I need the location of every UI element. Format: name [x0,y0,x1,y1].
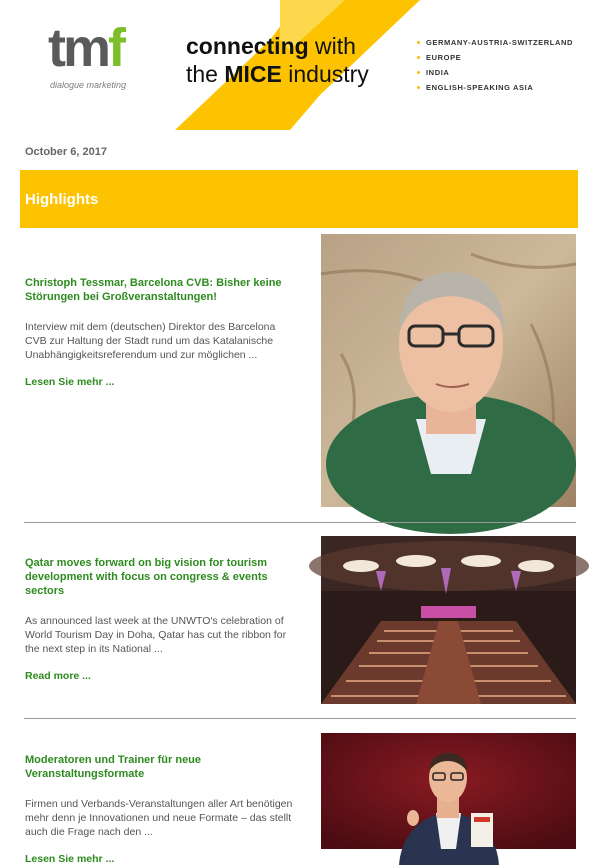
region-list [417,35,573,95]
logo-subtitle: dialogue marketing [50,80,127,90]
region-item[interactable]: ENGLISH-SPEAKING ASIA [417,80,573,95]
article-photo-speaker[interactable] [321,733,576,849]
article-title[interactable]: Christoph Tessmar, Barcelona CVB: Bisher keine Störungen bei Großveranstaltungen! [25,277,282,303]
issue-date: October 6, 2017 [25,146,107,158]
article-photo-portrait[interactable] [321,234,576,507]
bullet-icon [417,56,420,59]
bullet-icon [417,41,420,44]
logo-wordmark: tmf [48,18,123,78]
divider [24,522,576,523]
region-item[interactable]: GERMANY-AUSTRIA-SWITZERLAND [417,35,573,50]
divider [24,718,576,719]
article-item [20,733,578,865]
article-item [20,536,578,706]
tagline: connecting with the MICE industry [186,33,369,87]
article-title[interactable]: Qatar moves forward on big vision for tourism development with focus on congress & events sectors [25,557,268,597]
newsletter-header [0,0,600,135]
article-title[interactable]: Moderatoren und Trainer für neue Veranstaltungsformate [25,754,202,780]
tmf-logo[interactable] [48,18,166,100]
section-title: Highlights [25,191,99,208]
article-summary: As announced last week at the UNWTO's celebration of World Tourism Day in Doha, Qatar has cut the ribbon for the next step in its National ... [25,615,287,655]
region-item[interactable]: INDIA [417,65,573,80]
section-header-highlights [20,170,578,228]
article-item [20,234,578,508]
article-photo-congress-hall[interactable] [321,536,576,704]
read-more-link[interactable]: Lesen Sie mehr ... [25,853,115,865]
bullet-icon [417,71,420,74]
read-more-link[interactable]: Lesen Sie mehr ... [25,376,115,388]
article-summary: Firmen und Verbands-Veranstaltungen aller Art benötigen mehr denn je Innovationen und neue Formate – das stellt auch die Frage nach den ... [25,798,293,838]
bullet-icon [417,86,420,89]
article-summary: Interview mit dem (deutschen) Direktor des Barcelona CVB zur Haltung der Stadt rund um das Katalanische Unabhängigkeitsreferendum und zur möglichen ... [25,321,276,361]
read-more-link[interactable]: Read more ... [25,670,91,682]
region-item[interactable]: EUROPE [417,50,573,65]
